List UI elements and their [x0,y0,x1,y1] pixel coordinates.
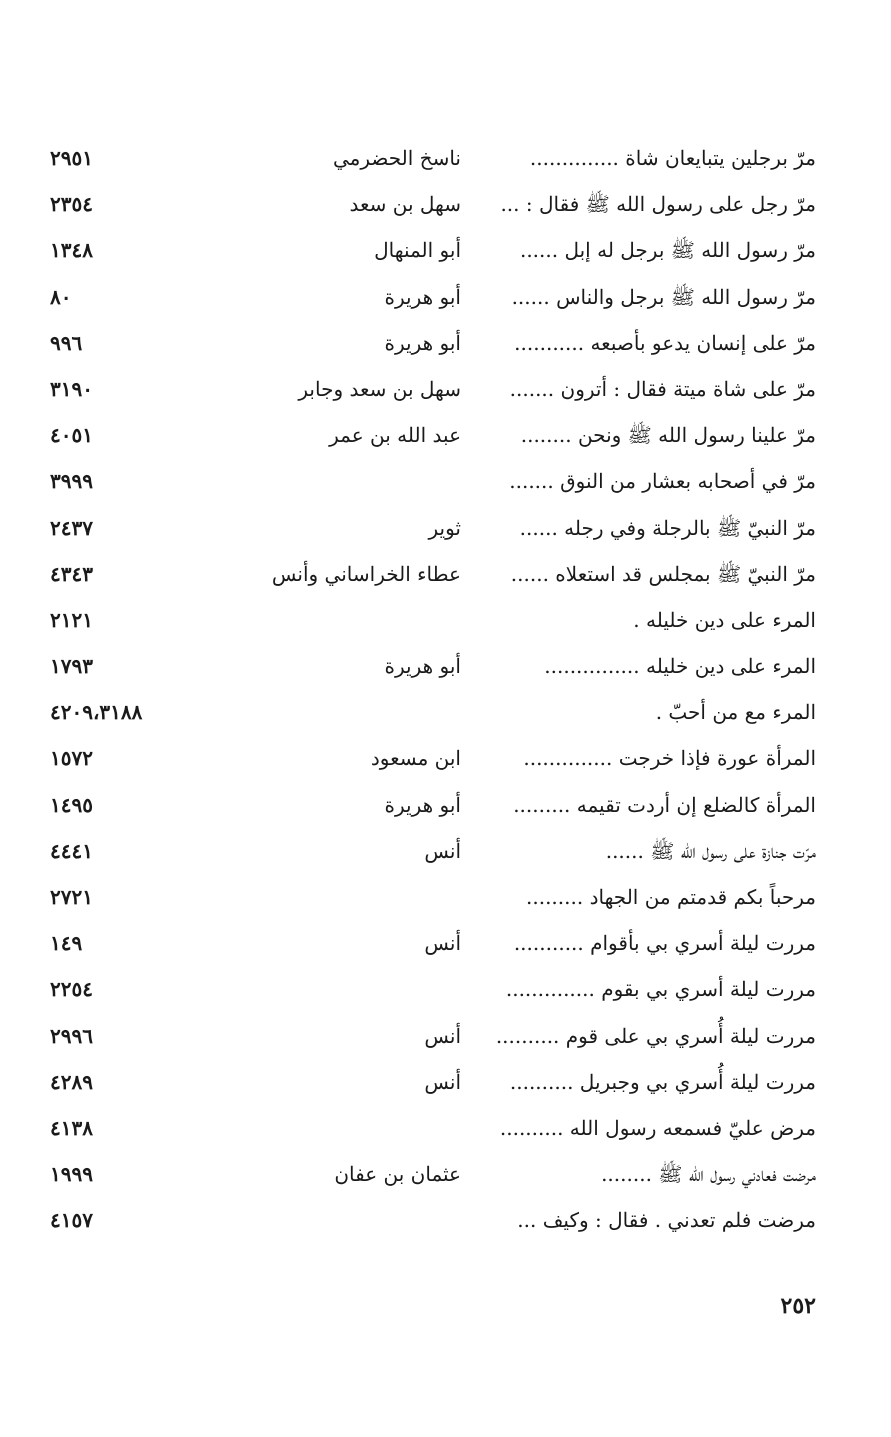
index-entry [0,966,891,1012]
narrator-name: عطاء الخراساني وأنس [271,561,461,586]
index-entry [0,181,891,227]
hadith-number: ١٧٩٣ [50,654,93,679]
narrator-name: أبو هريرة [384,654,461,679]
page-number: ٢٥٢ [780,1293,816,1319]
hadith-opening-text: مرّ رسول الله ﷺ برجل له إبل ...... [519,238,816,263]
hadith-number: ٢٩٩٦ [50,1023,93,1048]
hadith-number: ٢٢٥٤ [50,977,93,1002]
narrator-name: أنس [424,931,461,956]
hadith-opening-text: مرّ علينا رسول الله ﷺ ونحن ........ [520,423,816,448]
hadith-opening-text: مرحباً بكم قدمتم من الجهاد ......... [526,885,816,909]
index-entry [0,874,891,920]
hadith-number: ٤١٣٨ [50,1115,93,1140]
index-entry [0,920,891,966]
index-entry [0,135,891,181]
index-entry [0,735,891,781]
narrator-name: أبو المنهال [374,238,461,263]
narrator-name: ناسخ الحضرمي [332,146,461,170]
hadith-opening-text: المرأة كالضلع إن أردت تقيمه ......... [513,792,816,817]
hadith-opening-text: مررت ليلة أسري بي بأقوام ........... [513,931,816,956]
hadith-number: ٢٧٢١ [50,885,93,909]
hadith-opening-text: المرء على دين خليله . [633,607,816,632]
index-entry [0,412,891,458]
hadith-number: ٤٢٨٩ [50,1069,93,1094]
index-entry [0,643,891,689]
narrator-name: أنس [424,1069,461,1094]
narrator-name: عبد الله بن عمر [329,423,461,448]
hadith-number: ٤٢٠٩،٣١٨٨ [50,700,143,725]
hadith-opening-text: مرّت جنازة على رسول الله ﷺ ...... [605,838,816,863]
hadith-opening-text: مرّ رسول الله ﷺ برجل والناس ...... [511,284,816,309]
hadith-opening-text: مررت ليلة أسري بي بقوم .............. [505,977,816,1002]
hadith-number: ١٤٩ [50,931,83,956]
narrator-name: أبو هريرة [384,284,461,309]
hadith-number: ٤١٥٧ [50,1208,93,1233]
index-entry [0,689,891,735]
hadith-number: ٤٣٤٣ [50,561,93,586]
hadith-index-list [0,135,891,1244]
hadith-opening-text: مرّ النبيّ ﷺ بمجلس قد استعلاه ...... [510,561,816,586]
hadith-opening-text: مرّ برجلين يتبايعان شاة .............. [529,146,816,170]
hadith-number: ٩٩٦ [50,330,83,355]
hadith-opening-text: مرضت فعادني رسول الله ﷺ ........ [601,1162,816,1187]
hadith-number: ٢١٢١ [50,607,93,632]
hadith-number: ١٩٩٩ [50,1162,93,1187]
hadith-number: ١٥٧٢ [50,746,93,771]
index-entry [0,366,891,412]
narrator-name: أنس [424,1023,461,1048]
hadith-opening-text: المرء مع من أحبّ . [655,700,816,725]
hadith-number: ١٣٤٨ [50,238,93,263]
hadith-opening-text: المرء على دين خليله ............... [544,654,816,679]
hadith-number: ٤٤٤١ [50,838,93,863]
hadith-number: ٤٠٥١ [50,423,93,448]
hadith-opening-text: مرّ على شاة ميتة فقال : أترون ....... [509,376,816,401]
index-entry [0,227,891,273]
hadith-opening-text: المرأة عورة فإذا خرجت .............. [523,746,816,771]
index-entry [0,458,891,504]
index-entry [0,274,891,320]
hadith-opening-text: مررت ليلة أُسري بي على قوم .......... [495,1023,816,1048]
index-entry [0,1105,891,1151]
index-entry [0,828,891,874]
hadith-number: ٢٤٣٧ [50,515,93,540]
hadith-number: ٢٣٥٤ [50,192,93,217]
index-entry [0,1151,891,1197]
hadith-opening-text: مرّ في أصحابه بعشار من النوق ....... [509,469,816,494]
hadith-opening-text: مرّ على إنسان يدعو بأصبعه ........... [514,330,816,355]
hadith-number: ١٤٩٥ [50,792,93,817]
index-entry [0,505,891,551]
index-entry [0,782,891,828]
hadith-number: ٣١٩٠ [50,376,93,401]
hadith-opening-text: مرضت فلم تعدني . فقال : وكيف ... [517,1208,816,1233]
hadith-opening-text: مرّ رجل على رسول الله ﷺ فقال : ... [500,192,816,217]
index-entry [0,1013,891,1059]
index-entry [0,551,891,597]
index-entry [0,320,891,366]
narrator-name: أبو هريرة [384,330,461,355]
index-entry [0,1059,891,1105]
index-entry [0,1197,891,1243]
hadith-opening-text: مرّ النبيّ ﷺ بالرجلة وفي رجله ...... [519,515,816,540]
hadith-opening-text: مرض عليّ فسمعه رسول الله .......... [499,1115,816,1140]
narrator-name: ثوير [428,515,461,540]
narrator-name: سهل بن سعد [349,192,461,217]
narrator-name: أبو هريرة [384,792,461,817]
index-entry [0,597,891,643]
hadith-number: ٢٩٥١ [50,146,93,170]
hadith-number: ٨٠ [50,284,72,309]
hadith-opening-text: مررت ليلة أُسري بي وجبريل .......... [509,1069,816,1094]
narrator-name: ابن مسعود [370,746,461,771]
narrator-name: عثمان بن عفان [334,1162,461,1187]
narrator-name: سهل بن سعد وجابر [298,376,461,401]
narrator-name: أنس [424,838,461,863]
hadith-number: ٣٩٩٩ [50,469,93,494]
